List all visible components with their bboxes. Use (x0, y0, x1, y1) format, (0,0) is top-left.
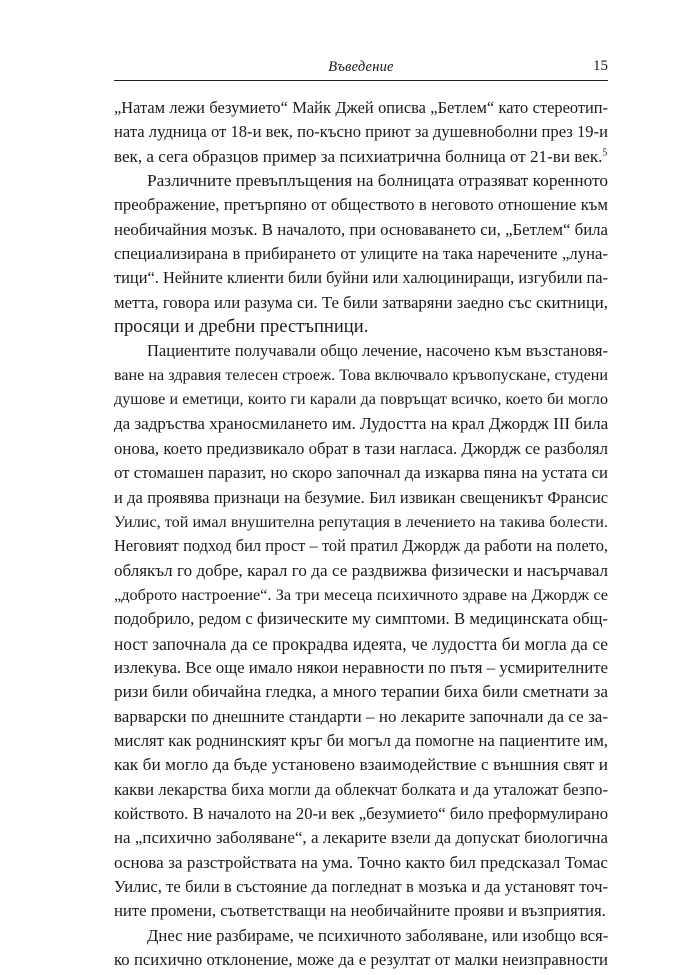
paragraph (114, 339, 608, 923)
text-line: ко психично отклонение, може да е резултат от малки неизправности (114, 950, 608, 970)
text-line: ризи били обичайна гледка, а много терапии биха били сметнати за (114, 682, 608, 702)
text-line: ната лудница от 18-и век, по-късно приют за душевноболни през 19-и (114, 122, 608, 142)
text-line: ност започнала да се прокрадва идеята, че лудостта би могла да се (114, 633, 608, 654)
text-line: „доброто настроение“. За три месеца психичното здраве на Джордж се (114, 584, 608, 604)
text-line: от стомашен паразит, но скоро започнал да изкарва пяна на устата си (114, 463, 608, 483)
text-line: Уилис, той имал внушителна репутация в лечението на такива болести. (114, 512, 608, 531)
footnote-marker: 5 (602, 147, 608, 158)
text-line: излекува. Все още имало някои неравности по пътя – усмирителните (114, 657, 608, 677)
text-line: варварски по днешните стандарти – но лекарите започнали да се за- (114, 706, 608, 726)
text-line: облякъл го добре, карал го да се раздвижва физически и насърчавал (114, 560, 608, 580)
text-line: Уилис, те били в състояние да погледнат в мозъка и да установят точ- (114, 877, 608, 896)
page-number: 15 (593, 58, 608, 74)
running-header (114, 58, 608, 81)
text-line: ните промени, съответстващи на необичайните прояви и възприятия. (114, 901, 606, 921)
text-line: „Натам лежи безумието“ Майк Джей описва „Бетлем“ като стереотип- (114, 98, 608, 117)
text-line: и да проявява признаци на безумие. Бил извикан свещеникът Франсис (114, 487, 608, 507)
text-line: Днес ние разбираме, че психичното заболяване, или изобщо вся- (147, 925, 609, 945)
text-line: основа за разстройствата на ума. Точно както бил предсказал Томас (114, 852, 608, 872)
chapter-title: Въведение (328, 59, 394, 75)
text-line: да задръства храносмилането им. Лудостта на крал Джордж III била (114, 414, 609, 434)
text-line: койството. В началото на 20-и век „безумието“ било преформулирано (114, 803, 608, 823)
text-line: на „психично заболяване“, а лекарите взели да допускат биологична (114, 828, 608, 848)
text-line: тици“. Нейните клиенти били буйни или халюциниращи, изгубили па- (114, 268, 608, 288)
text-line: Пациентите получавали общо лечение, насочено към възстановя- (147, 341, 608, 361)
text-line: Различните превъплъщения на болницата отразяват коренното (147, 171, 608, 191)
text-line: Неговият подход бил прост – той пратил Джордж да работи на полето, (114, 536, 608, 556)
text-line: мислят как роднинският кръг би могъл да помогне на пациентите им, (114, 730, 608, 750)
text-line: подобрило, редом с физическите му симптоми. В медицинската общ- (114, 609, 608, 629)
text-line: метта, говора или разума си. Те били затваряни заедно със скитници, (114, 292, 608, 312)
text-line: необичайния мозък. В началото, при основаването си, „Бетлем“ била (114, 219, 608, 239)
paragraph (114, 169, 608, 339)
body-text (114, 96, 608, 972)
text-line: просяци и дребни престъпници. (114, 316, 369, 338)
text-line: ване на здравия телесен строеж. Това включвало кръвопускане, студени (114, 366, 608, 384)
paragraph (114, 924, 608, 973)
text-line: онова, което предизвикало обрат в тази нагласа. Джордж се разболял (114, 438, 608, 458)
text-line-with-footnote (114, 145, 608, 169)
text-line-content: век, а сега образцов пример за психиатрична болница от 21-ви век. (114, 146, 603, 166)
text-line: душове и еметици, които ги карали да повръщат всичко, което би могло (114, 391, 608, 409)
text-line: преображение, претърпяно от обществото в неговото отношение към (114, 195, 608, 215)
text-line: какви лекарства биха могли да облекчат болката и да уталожат безпо- (114, 779, 608, 799)
text-line: специализирана в прибирането от улиците на така наречените „луна- (114, 244, 608, 264)
paragraph (114, 96, 608, 169)
text-line: как би могло да бъде установено взаимодействие с външния свят и (114, 755, 608, 775)
